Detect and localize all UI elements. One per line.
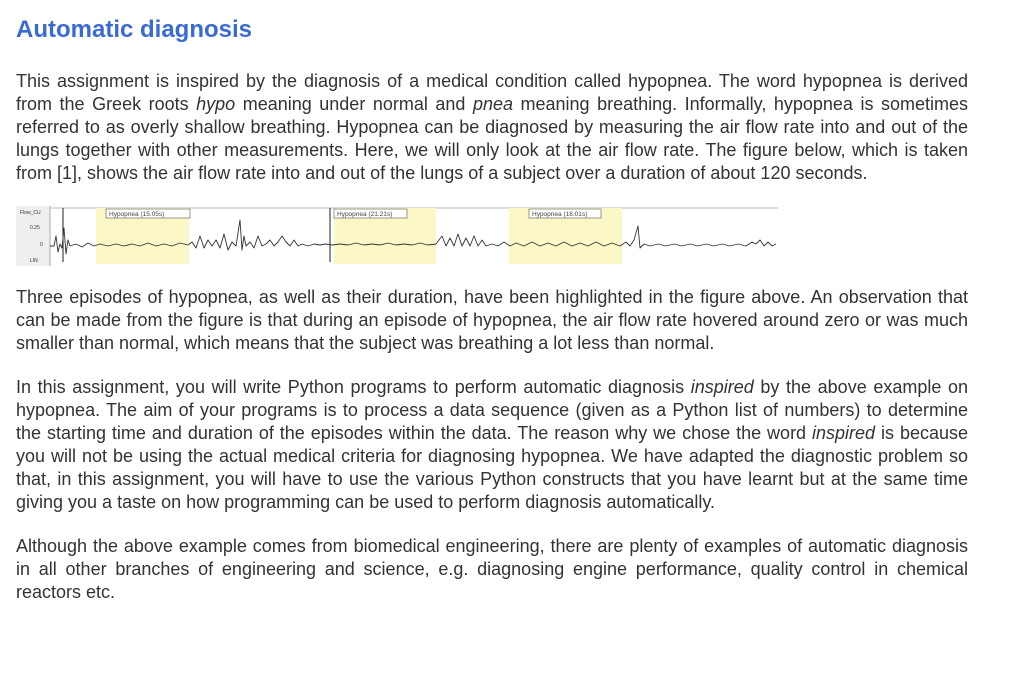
examples-paragraph: Although the above example comes from biomedical engineering, there are plenty of examples of automatic diagnosis in all other branches of engineering and science, e.g. diagnosing engine performance, quality control in chemical reactors etc. — [16, 536, 968, 602]
assignment-text-2: by the above example on hypopnea. The aim of your programs is to process a data sequence (given as a Python list of numbers) to determine the starting time and duration of the episodes within the data. The reason why we chose the word — [16, 377, 968, 443]
channel-label: Flow_CU — [20, 210, 41, 216]
airflow-waveform-image — [16, 206, 778, 266]
assignment-page — [16, 0, 968, 604]
episode-label-2: Hypopnea (21.21s) — [337, 211, 393, 218]
tick-label-top: 0.25 — [30, 225, 40, 231]
episode-label-3: Hypopnea (18.01s) — [532, 211, 588, 218]
intro-term-hypo: hypo — [196, 94, 236, 114]
tick-label-zero: 0 — [40, 242, 43, 248]
intro-text-2: meaning under normal and — [235, 94, 473, 114]
assignment-term-inspired-1: inspired — [690, 377, 754, 397]
assignment-text-1: In this assignment, you will write Python programs to perform automatic diagnosis — [16, 377, 691, 397]
observation-paragraph: Three episodes of hypopnea, as well as their duration, have been highlighted in the figure above. An observation that can be made from the figure is that during an episode of hypopnea, the air flow rate hovered around zero or was much smaller than normal, which means that the subject was breathing a lot less than normal. — [16, 287, 968, 353]
intro-paragraph — [16, 70, 968, 185]
episode-label-1: Hypopnea (15.05s) — [109, 211, 165, 218]
intro-text-1: This assignment is inspired by the diagnosis of a medical condition called hypopnea. The word hypopnea is derived from the Greek roots — [16, 71, 968, 114]
page-title: Automatic diagnosis — [16, 16, 253, 43]
unit-label: LIN — [30, 258, 38, 264]
assignment-paragraph — [16, 376, 968, 514]
intro-text-3: meaning breathing. Informally, hypopnea is sometimes referred to as overly shallow breathing. Hypopnea can be diagnosed by measuring the air flow rate into and out of the lungs together with other measurements. Here, we will only look at the air flow rate. The figure below, which is taken from [1], shows the air flow rate into and out of the lungs of a subject over a duration of about 120 seconds. — [16, 94, 968, 183]
assignment-text-3: is because you will not be using the actual medical criteria for diagnosing hypopnea. We have adapted the diagnostic problem so that, in this assignment, you will have to use the various Python constructs that you have learnt but at the same time giving you a taste on how programming can be used to perform diagnosis automatically. — [16, 423, 968, 512]
intro-term-pnea: pnea — [472, 94, 513, 114]
airflow-figure — [16, 206, 778, 266]
assignment-term-inspired-2: inspired — [812, 423, 876, 443]
